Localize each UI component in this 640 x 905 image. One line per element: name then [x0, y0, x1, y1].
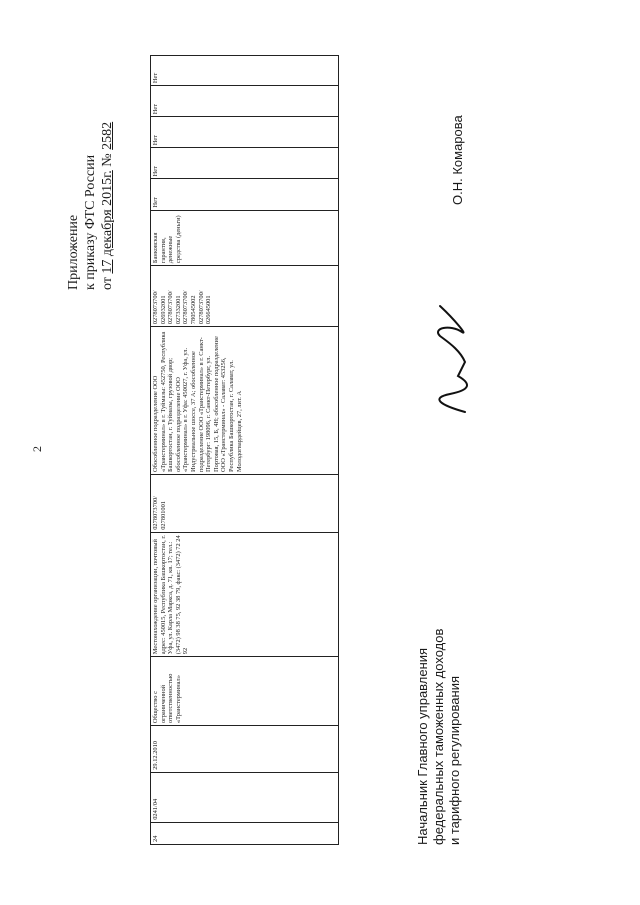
registry-table	[150, 55, 339, 845]
appendix-header	[65, 122, 116, 290]
cell-flag-3: Нет	[151, 117, 339, 148]
cell-flag-4: Нет	[151, 86, 339, 117]
cell-branches: Обособленное подразделение ООО «Транстерминал» в г. Туймазы: 452750, Республика Башкортостан, г. Туймазы, грузовой двор; обособленное подразделение ООО «Транстерминал» в г. Уфа: 450027, г. Уфа, ул. Индустриальное шоссе, 37 А; обособленное подразделение ООО «Транстерминал» в г. Санкт-Петербург: 198096, г. Санкт-Петербург, ул. Портовая, 15, Б, 4Н; обособленное подразделение ООО «Транстерминал» - Салават: 453256, Республика Башкортостан, г. Салават, ул. Молодогвардейцев, 27, лит. А	[151, 327, 339, 475]
cell-date: 29.12.2010	[151, 726, 339, 773]
date-day: 17	[100, 259, 115, 274]
date-prefix: от	[100, 277, 115, 290]
appendix-order-ref: к приказу ФТС России	[83, 154, 98, 290]
signer-title-line-3: и тарифного регулирования	[447, 676, 462, 845]
table-row	[151, 56, 339, 845]
cell-flag-5: Нет	[151, 56, 339, 86]
page-number: 2	[30, 446, 44, 452]
cell-index: 24	[151, 822, 339, 844]
number-prefix: №	[100, 153, 115, 167]
cell-guarantee: Банковская гарантия, денежные средства (деньги)	[151, 210, 339, 266]
cell-inn-kpp: 0278073700/ 027801001	[151, 474, 339, 532]
cell-flag-2: Нет	[151, 148, 339, 179]
cell-name: Общество с ограниченной ответственностью «Транстерминал»	[151, 657, 339, 726]
cell-flag-1: Нет	[151, 179, 339, 210]
date-month-year: декабря 2015г.	[100, 170, 115, 257]
cell-address: Местонахождение организации, почтовый адрес: 450015, Республика Башкортостан, г. Уфа, ул. Карла Маркса, д. 71, кв. 17; тел.: (3472) 98 38 75, 92 38 79, факс: (3472) 72 24 92	[151, 532, 339, 656]
cell-code: 0241/04	[151, 772, 339, 822]
cell-branch-kpp: 0278073700/ 026932001 0278073700/ 027332001 0278073700/ 780545002 0278073700/ 026645001	[151, 266, 339, 327]
rotated-document-page	[10, 72, 480, 845]
signer-title-line-2: федеральных таможенных доходов	[431, 628, 446, 845]
signer-title	[415, 629, 463, 845]
order-number: 2582	[100, 121, 115, 150]
appendix-date-line	[99, 122, 116, 290]
signer-name: О.Н. Комарова	[450, 115, 465, 205]
signer-title-line-1: Начальник Главного управления	[415, 647, 430, 845]
handwritten-signature	[410, 300, 490, 420]
appendix-title: Приложение	[66, 214, 81, 290]
